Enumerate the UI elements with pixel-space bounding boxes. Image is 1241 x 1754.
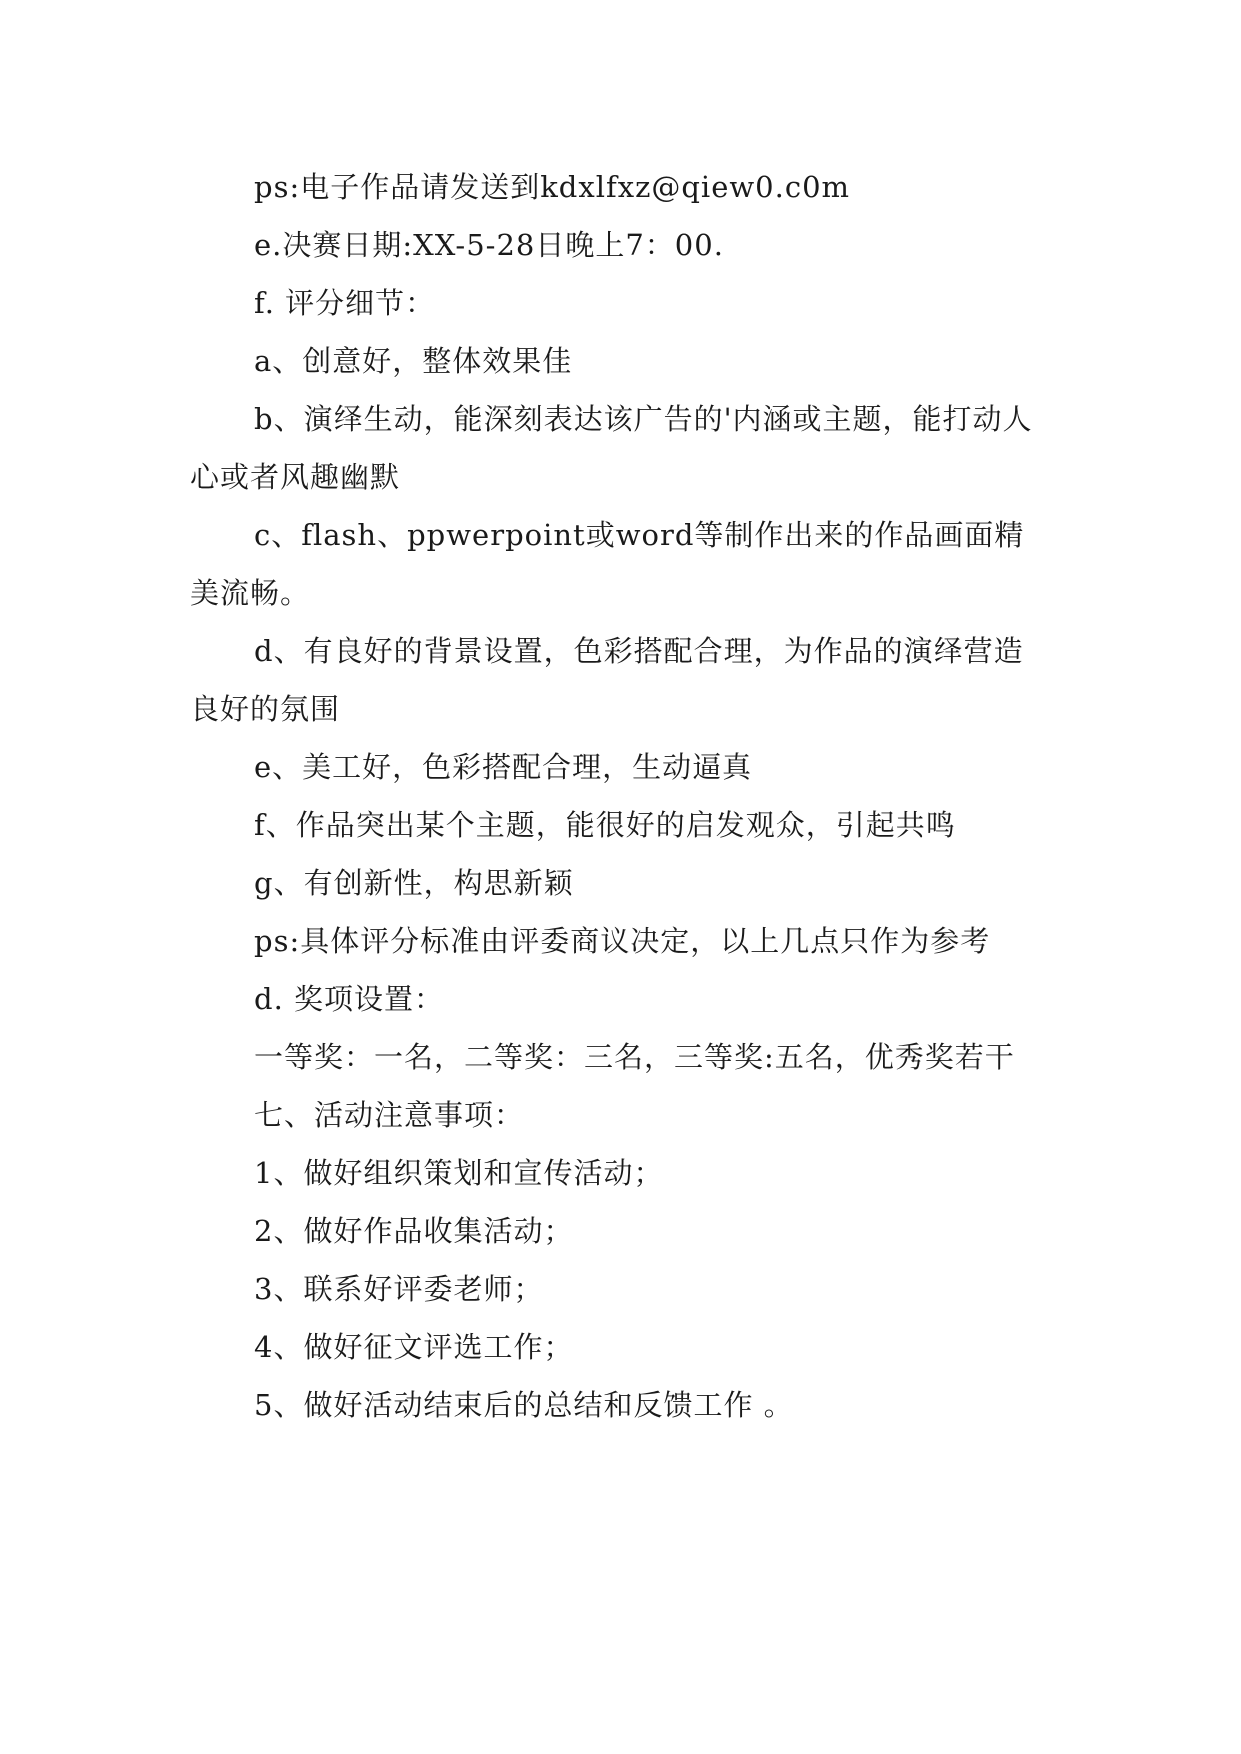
paragraph-criterion-g: g、有创新性，构思新颖 [254, 866, 574, 900]
paragraph-scoring-heading: f. 评分细节： [254, 286, 436, 320]
document-body [190, 158, 1050, 1434]
paragraph-awards-heading: d. 奖项设置： [254, 982, 445, 1016]
paragraph-criterion-b: b、演绎生动，能深刻表达该广告的'内涵或主题，能打动人心或者风趣幽默 [190, 402, 1033, 494]
paragraph-note-2: 2、做好作品收集活动； [254, 1214, 574, 1248]
paragraph-criterion-e: e、美工好，色彩搭配合理，生动逼真 [254, 750, 753, 784]
paragraph-awards-detail: 一等奖：一名，二等奖：三名，三等奖:五名，优秀奖若干 [254, 1040, 1015, 1074]
paragraph-criterion-a: a、创意好，整体效果佳 [254, 344, 573, 378]
paragraph-scoring-note: ps:具体评分标准由评委商议决定，以上几点只作为参考 [254, 924, 991, 958]
paragraph-criterion-d: d、有良好的背景设置，色彩搭配合理，为作品的演绎营造良好的氛围 [190, 634, 1024, 726]
paragraph-note-3: 3、联系好评委老师； [254, 1272, 544, 1306]
paragraph-note-1: 1、做好组织策划和宣传活动； [254, 1156, 664, 1190]
paragraph-final-date: e.决赛日期:XX-5-28日晚上7：00. [254, 228, 724, 262]
paragraph-notes-heading: 七、活动注意事项： [254, 1098, 525, 1132]
paragraph-email-note: ps:电子作品请发送到kdxlfxz@qiew0.c0m [254, 170, 851, 204]
paragraph-criterion-c: c、flash、ppwerpoint或word等制作出来的作品画面精美流畅。 [190, 518, 1025, 610]
paragraph-note-5: 5、做好活动结束后的总结和反馈工作 。 [254, 1388, 794, 1422]
paragraph-criterion-f: f、作品突出某个主题，能很好的启发观众，引起共鸣 [254, 808, 956, 842]
paragraph-note-4: 4、做好征文评选工作； [254, 1330, 574, 1364]
